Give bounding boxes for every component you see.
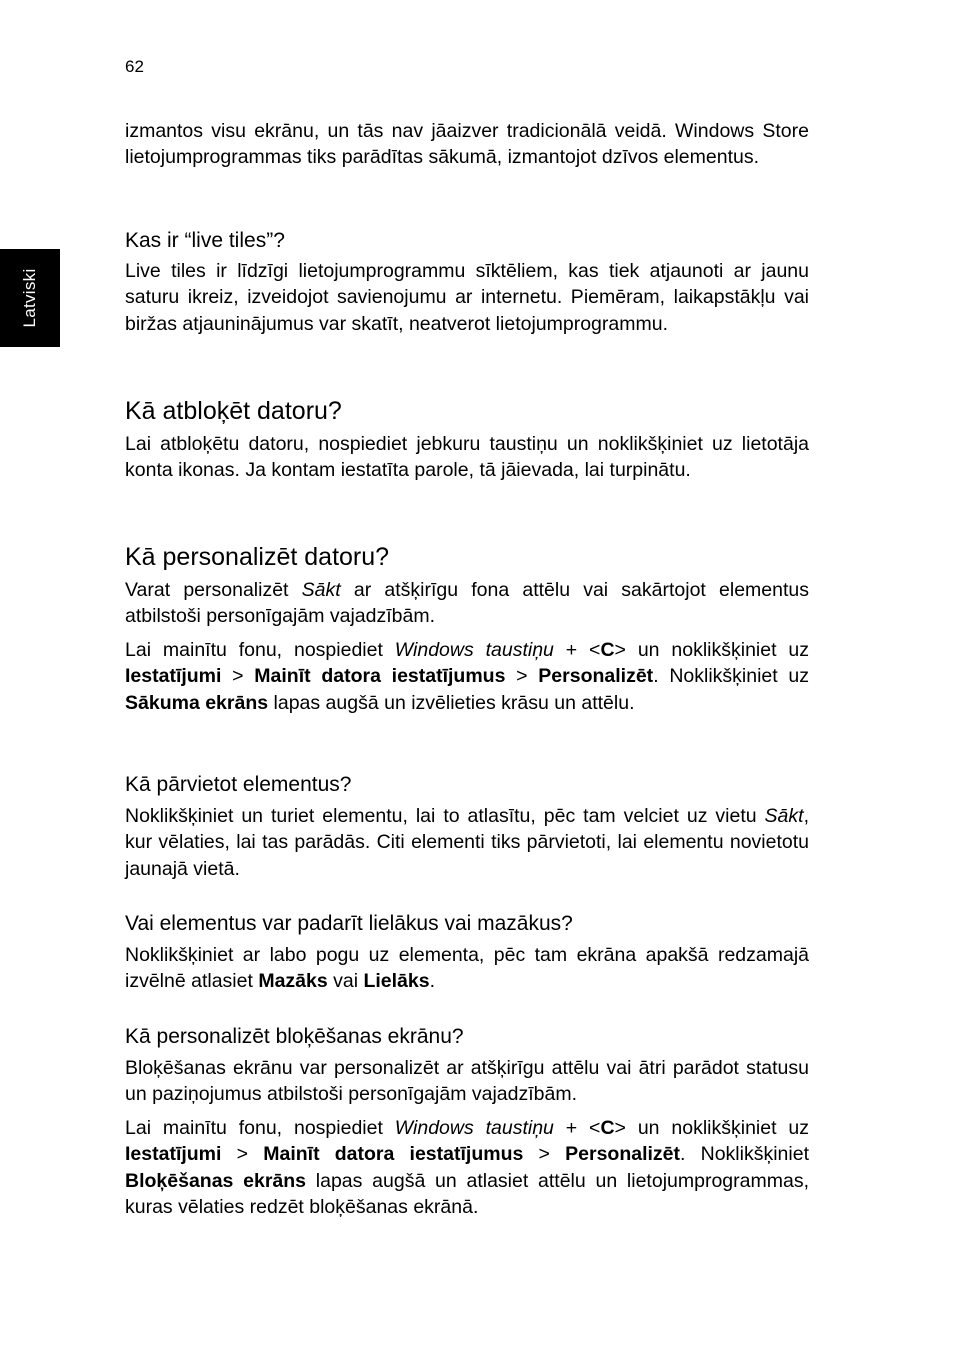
move-heading: Kā pārvietot elementus? <box>125 773 352 796</box>
language-side-tab-label: Latviski <box>20 268 39 328</box>
lockscreen-paragraph-1: Bloķēšanas ekrānu var personalizēt ar atšķirīgu attēlu vai ātri parādot statusu un paziņojumus atbilstoši personīgajām vajadzībām. <box>125 1057 809 1106</box>
move-paragraph: Noklikšķiniet un turiet elementu, lai to atlasītu, pēc tam velciet uz vietu Sākt, kur vēlaties, lai tas parādās. Citi elementi tiks pārvietoti, lai elementu novietotu jaunajā vietā. <box>125 805 809 880</box>
page-number: 62 <box>125 57 144 76</box>
live-tiles-paragraph: Live tiles ir līdzīgi lietojumprogrammu sīktēliem, kas tiek atjaunoti ar jaunu saturu ikreiz, izveidojot savienojumu ar internetu. Piemēram, laikapstākļu vai biržas atjauninājumus var skatīt, neatverot lietojumprogrammu. <box>125 260 809 335</box>
unlock-paragraph: Lai atbloķētu datoru, nospiediet jebkuru taustiņu un noklikšķiniet uz lietotāja konta ikonas. Ja kontam iestatīta parole, tā jāievada, lai turpinātu. <box>125 433 809 482</box>
language-side-tab <box>0 249 60 347</box>
lockscreen-heading: Kā personalizēt bloķēšanas ekrānu? <box>125 1025 464 1048</box>
resize-heading: Vai elementus var padarīt lielākus vai mazākus? <box>125 912 573 935</box>
lockscreen-paragraph-2: Lai mainītu fonu, nospiediet Windows taustiņu + <C> un noklikšķiniet uz Iestatījumi > Mainīt datora iestatījumus > Personalizēt. Noklikšķiniet Bloķēšanas ekrāns lapas augšā un atlasiet attēlu un lietojumprogrammas, kuras vēlaties redzēt bloķēšanas ekrānā. <box>125 1117 809 1219</box>
unlock-heading: Kā atbloķēt datoru? <box>125 397 342 425</box>
resize-paragraph: Noklikšķiniet ar labo pogu uz elementa, pēc tam ekrāna apakšā redzamajā izvēlnē atlasiet Mazāks vai Lielāks. <box>125 944 809 993</box>
personalize-paragraph-2: Lai mainītu fonu, nospiediet Windows taustiņu + <C> un noklikšķiniet uz Iestatījumi > Mainīt datora iestatījumus > Personalizēt. Noklikšķiniet uz Sākuma ekrāns lapas augšā un izvēlieties krāsu un attēlu. <box>125 639 810 714</box>
personalize-heading: Kā personalizēt datoru? <box>125 543 390 571</box>
personalize-paragraph-1: Varat personalizēt Sākt ar atšķirīgu fona attēlu vai sakārtojot elementus atbilstoši personīgajām vajadzībām. <box>125 579 809 628</box>
live-tiles-heading: Kas ir “live tiles”? <box>125 229 285 252</box>
intro-paragraph: izmantos visu ekrānu, un tās nav jāaizver tradicionālā veidā. Windows Store lietojumprogrammas tiks parādītas sākumā, izmantojot dzīvos elementus. <box>125 120 809 169</box>
